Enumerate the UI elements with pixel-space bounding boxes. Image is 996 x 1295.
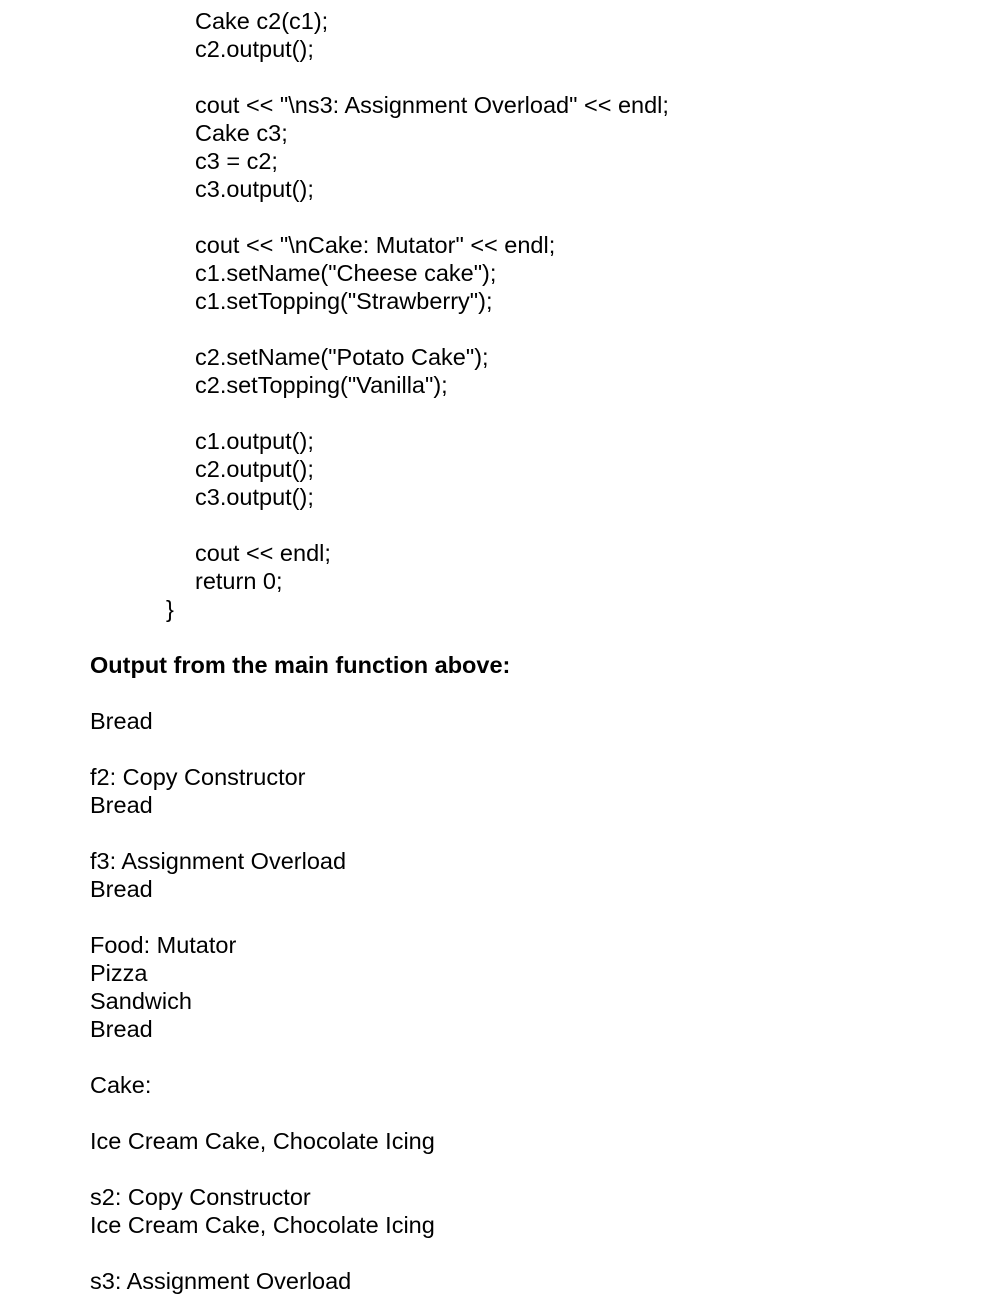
code-line: c1.setName("Cheese cake"); <box>195 260 497 286</box>
code-line: Cake c2(c1); <box>195 8 329 34</box>
output-line: Cake: <box>90 1072 152 1098</box>
output-line: f2: Copy Constructor <box>90 764 306 790</box>
output-line: Sandwich <box>90 988 192 1014</box>
code-line: cout << "\ns3: Assignment Overload" << endl; <box>195 92 669 118</box>
output-line: Bread <box>90 876 153 902</box>
code-line: c3.output(); <box>195 484 314 510</box>
code-line: c1.setTopping("Strawberry"); <box>195 288 493 314</box>
closing-brace: } <box>166 596 174 622</box>
code-line: cout << "\nCake: Mutator" << endl; <box>195 232 556 258</box>
output-heading: Output from the main function above: <box>90 652 511 678</box>
code-line: cout << endl; <box>195 540 331 566</box>
code-line: c2.setTopping("Vanilla"); <box>195 372 448 398</box>
code-line: c2.output(); <box>195 36 314 62</box>
output-line: s3: Assignment Overload <box>90 1268 352 1294</box>
output-line: f3: Assignment Overload <box>90 848 347 874</box>
code-line: c2.output(); <box>195 456 314 482</box>
code-line: return 0; <box>195 568 283 594</box>
code-line: c2.setName("Potato Cake"); <box>195 344 489 370</box>
output-line: Pizza <box>90 960 148 986</box>
code-line: c3.output(); <box>195 176 314 202</box>
code-line: c3 = c2; <box>195 148 278 174</box>
output-line: Bread <box>90 1016 153 1042</box>
output-line: Food: Mutator <box>90 932 237 958</box>
output-line: Bread <box>90 708 153 734</box>
output-line: Ice Cream Cake, Chocolate Icing <box>90 1128 435 1154</box>
code-line: c1.output(); <box>195 428 314 454</box>
output-line: Bread <box>90 792 153 818</box>
output-line: s2: Copy Constructor <box>90 1184 311 1210</box>
code-line: Cake c3; <box>195 120 288 146</box>
output-line: Ice Cream Cake, Chocolate Icing <box>90 1212 435 1238</box>
